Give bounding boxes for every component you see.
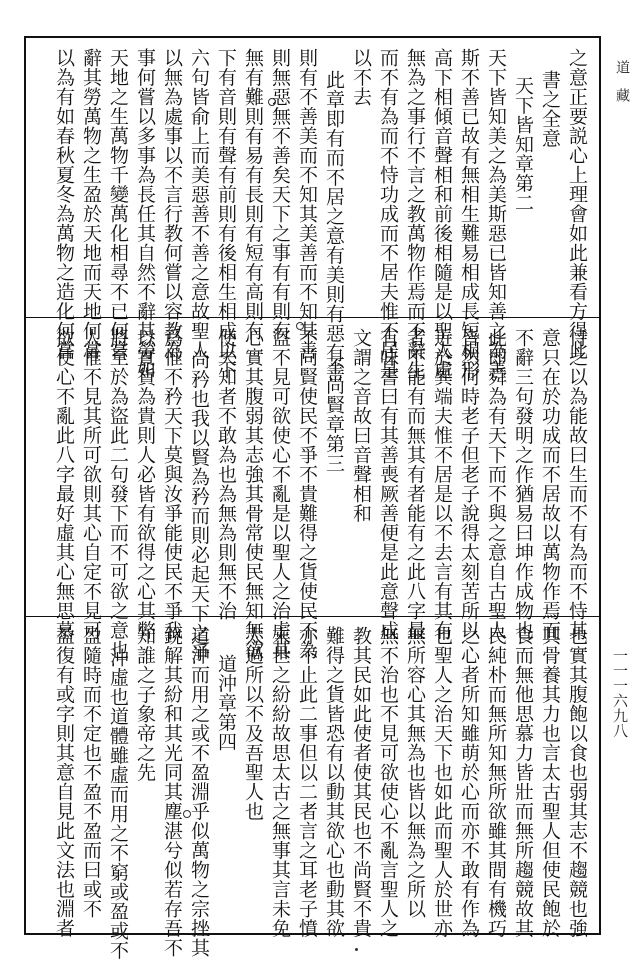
commentary-column: 民純朴而無所知無所欲雖其間有機巧 [485,626,507,938]
chapter-heading: 道沖章第四 [215,654,237,752]
text-column: 之意正要説心上理會如此兼看方得此 [566,48,588,360]
scripture-column: 銳解其紛和其光同其塵湛兮似若存吾不 [161,626,183,958]
scripture-column: 以不去 [350,48,372,107]
scripture-column: 不尚賢使民不爭不貴難得之貨使民不為 [296,328,318,660]
commentary-column: 事何嘗以多事為長任其自然不辭其勞如 [134,48,156,380]
commentary-column: 盈隨時而不定也不盈不盈而曰或不 [80,626,102,919]
commentary-column: 無所容心其無為也皆以無為之所以 [404,626,426,919]
commentary-column: 其骨養其力也言太古聖人但使民飽於 [539,626,561,938]
commentary-column: 尚矜也我以賢為矜而則必起天下之爭 [188,350,210,662]
scripture-column: 高下相傾音聲相和前後相隨是以聖人處 [431,48,453,380]
panel-top [28,48,596,382]
commentary-column: 此即舜為有天下而不與之意自古聖人 [485,328,507,640]
commentary-column: 太過所以不及吾聖人也 [242,626,264,821]
commentary-column: 教其民如此使者使其民也不尚賢不貴 [350,626,372,938]
commentary-column: 下有音則有聲有前則有後相生相成以下 [215,48,237,380]
reading-mark [268,98,276,106]
scripture-column: 使夫知者不敢為也為無為則無不治 [215,328,237,621]
scripture-column: 而不有為而不恃功成而不居夫惟不居是 [377,48,399,380]
commentary-column: 六句皆俞上而美惡善不善之意故聖人 [188,48,210,360]
commentary-column: 也實其腹飽以食也弱其志不趨競也強 [566,626,588,938]
commentary-column: 爲惟不矜天下莫與汝爭能使民不爭我 [161,328,183,640]
commentary-column: 無有難則有易有長則有短有高則有 [242,48,264,341]
commentary-column: 盈復有或字則其意自見此文法也淵者 [53,626,75,938]
commentary-column: 有味書曰有其善喪厥善便是此意聲成 [377,328,399,640]
text-column: 書之全意 [539,70,561,148]
scripture-column: 盜不見可欲使心不亂是以聖人之治虛其 [269,328,291,660]
scripture-column: 斯不善已故有無相生難易相成長短相形 [458,48,480,380]
commentary-column: 近於異端夫惟不居是以不去言有其有 [431,328,453,640]
commentary-column: 食而無他思慕力皆壯而無所趨競故其 [512,626,534,938]
commentary-column: 沖虛也道體雖虛而用之不窮或盈或不 [107,648,129,960]
commentary-column: 以無為處事以不言行教何嘗以容教為 [161,48,183,360]
scripture-column: 心實其腹弱其志強其骨常使民無知無欲 [242,328,264,660]
commentary-column: 者不能有而無其有者能有之此八字最 [404,328,426,640]
commentary-column: 無不治也不見可欲使心不亂言聖人之 [377,626,399,938]
commentary-column: 人惟不見其所可欲則其心自定不見可 [80,328,102,640]
commentary-column: 也聖人之治天下也如此而聖人於世亦 [431,626,453,938]
commentary-column: 則有不善美而不知其美善而不知其善 [296,48,318,360]
chapter-heading: 天下皆知章第二 [512,76,534,213]
commentary-column: 難得之貨皆恐有以動其欲心也動其欲 [323,626,345,938]
commentary-column: 此章即有而不居之意有美則有惡有善 [323,70,345,382]
scripture-column: 無為之事行不言之教萬物作焉而不辭生 [404,48,426,380]
commentary-column: 以為有如春秋夏冬為萬物之造化何嘗 [53,48,75,360]
scripture-column: 知誰之子象帝之先 [134,626,156,782]
page-number: 一一一六九八 [611,648,629,738]
chapter-heading: 不尚賢章第三 [323,356,345,473]
scripture-column: 天下皆知美之為美斯惡已皆知善之為善 [485,48,507,380]
commentary-column: 之心者所知雖萌於心而亦不敢有作為 [458,626,480,938]
commentary-column: 辭其勞萬物之生盈於天地而天地何嘗 [80,48,102,360]
collection-label: 道藏 [614,60,630,116]
commentary-column: 恃之以為能故曰生而不有為而不恃其 [566,328,588,640]
commentary-column: 欲使心不亂此八字最好虛其心無思慕 [53,328,75,640]
reading-mark [183,810,191,818]
commentary-column: 天地之生萬物千變萬化相尋不已何嘗 [107,48,129,360]
commentary-column: 將至於為盜此二句發下而不可欲之意也 [107,328,129,660]
scan-speck [355,948,358,951]
reading-mark [296,322,304,330]
commentary-column: 皆然何時老子但老子說得太刻苦所以 [458,328,480,640]
commentary-column: 意只在於功成而不居故以萬物作焉而 [539,328,561,640]
commentary-column: 不辭三句發明之作猶易曰坤作成物也 [512,328,534,640]
panel-middle [28,328,596,662]
commentary-column: 以實貨為貴則人必皆有欲得之心其弊 [134,328,156,640]
commentary-column: 亦不止此二事但以二者言之耳老子憤 [296,626,318,938]
commentary-column: 文謂之音故曰音聲相和 [350,328,372,523]
commentary-column: 末世之紛紛故思太古之無事其言未免 [269,626,291,938]
scripture-column: 道沖而用之或不盈淵乎似萬物之宗挫其 [188,626,210,958]
commentary-column: 則無惡無不善矣天下之事有有則有 [269,48,291,341]
panel-bottom [28,626,596,960]
